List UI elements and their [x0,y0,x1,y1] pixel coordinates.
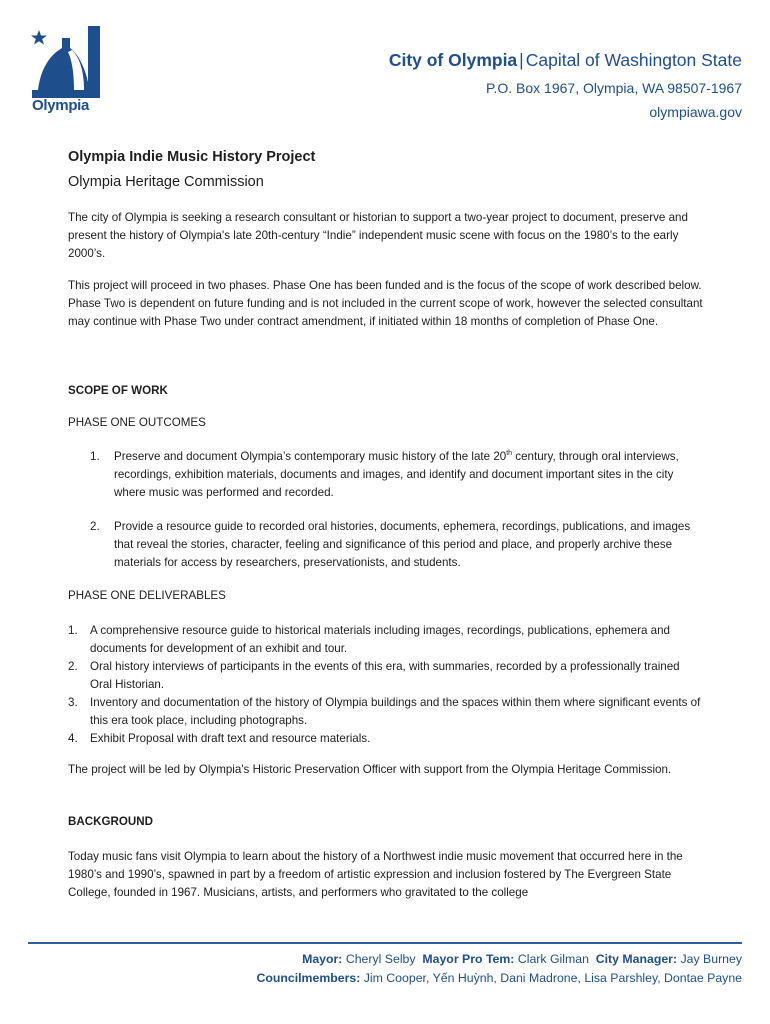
org-website[interactable]: olympiawa.gov [649,104,742,120]
list-item: 3. Inventory and documentation of the history of Olympia buildings and the spaces within them where significant events of this era took place, including photographs. [68,696,701,727]
outcomes-heading: PHASE ONE OUTCOMES [68,416,206,429]
scope-heading: SCOPE OF WORK [68,384,168,397]
outcomes-list [68,448,704,572]
org-name: City of Olympia | Capital of Washington State [388,50,742,70]
deliverables-list [68,622,704,748]
list-item: 4. Exhibit Proposal with draft text and resource materials. [68,732,371,745]
list-item: 2. Oral history interviews of participants in the events of this era, with summaries, recorded by a professionally trained Oral Historian. [68,660,680,691]
footer-officials: Mayor: Cheryl Selby Mayor Pro Tem: Clark Gilman City Manager: Jay Burney [302,952,742,966]
logo-wordmark: Olympia [32,97,90,114]
list-item: 1. A comprehensive resource guide to historical materials including images, recordings, publications, ephemera and documents for development of an exhibit and tour. [68,624,670,655]
footer-divider [28,942,742,944]
background-heading: BACKGROUND [68,815,154,828]
org-address: P.O. Box 1967, Olympia, WA 98507-1967 [485,80,742,96]
list-item: 1. Preserve and document Olympia’s contemporary music history of the late 20th century, through oral interviews, recordings, exhibition materials, documents and images, and identify and document important sites in the city where music was performed and recorded. [90,450,679,499]
phases-paragraph: This project will proceed in two phases. Phase One has been funded and is the focus of the scope of work described below. Phase Two is dependent on future funding and is not included in the current scope of work, however the selected consultant may continue with Phase Two under contract amendment, if initiated within 18 months of completion of Phase One. [68,279,703,328]
page-subtitle: Olympia Heritage Commission [68,174,264,190]
list-item: 2. Provide a resource guide to recorded oral histories, documents, ephemera, recordings, publications, and images that reveal the stories, character, feeling and significance of this period and place, and properly archive these materials for access by researchers, preservationists, and students. [90,520,691,569]
page-title: Olympia Indie Music History Project [68,149,316,165]
intro-paragraph: The city of Olympia is seeking a research consultant or historian to support a two-year project to document, preserve and present the history of Olympia's late 20th-century “Indie” independent music scene with focus on the 1980’s to the early 2000’s. [68,211,688,260]
footer-council: Councilmembers: Jim Cooper, Yến Huỳnh, Dani Madrone, Lisa Parshley, Dontae Payne [256,971,742,985]
lead-paragraph: The project will be led by Olympia's Historic Preservation Officer with support from the Olympia Heritage Commission. [68,763,672,776]
star-icon [31,30,47,45]
background-paragraph: Today music fans visit Olympia to learn about the history of a Northwest indie music movement that occurred here in the 1980’s and 1990’s, spawned in part by a freedom of artistic expression and inclusion fostered by The Evergreen State College, founded in 1967. Musicians, artists, and performers who gravitated to the college [68,850,683,899]
deliverables-heading: PHASE ONE DELIVERABLES [68,589,226,602]
